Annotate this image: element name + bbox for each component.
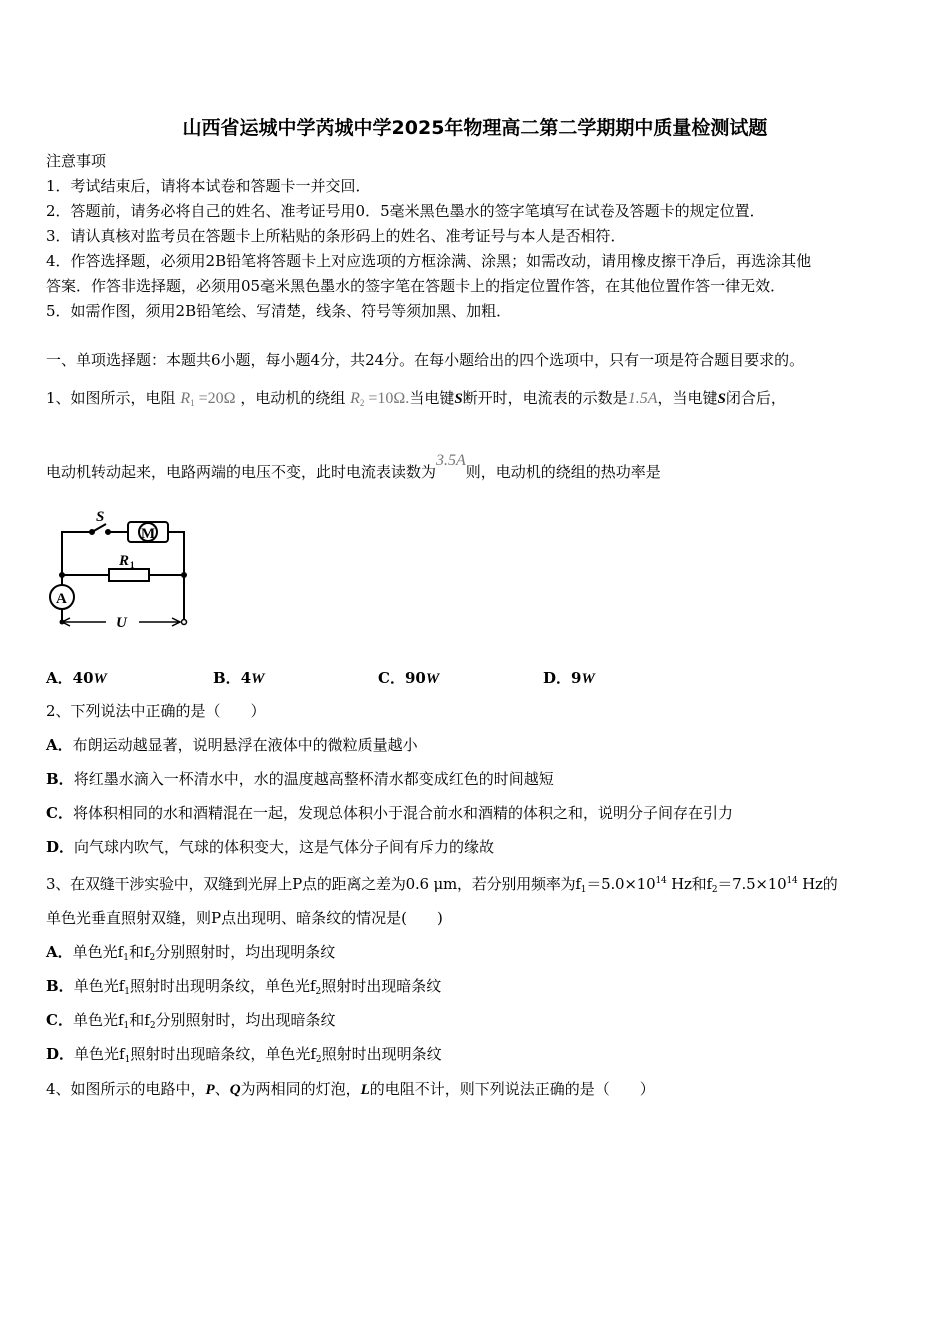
q1-text: 1、如图所示，电阻 [46,389,176,407]
q1-text: ，电动机的绕组 [240,389,346,407]
q1-text: 当电键 [409,389,455,407]
question-1-line-2 [46,452,661,483]
question-1-line-1 [46,388,786,413]
resistor-r1 [109,569,149,581]
q1-text: 则，电动机的绕组的热功率是 [465,463,661,481]
notice-item: 答案．作答非选择题，必须用05毫米黑色墨水的签字笔在答题卡上的指定位置作答，在其他位置作答一律无效． [46,277,786,295]
q1-text: 电动机转动起来，电路两端的电压不变，此时电流表读数为 [46,463,437,481]
current-1: 1.5A [627,390,658,407]
notice-item: 2．答题前，请务必将自己的姓名、准考证号用0．5毫米黑色墨水的签字笔填写在试卷及答题卡的规定位置． [46,202,765,220]
notice-item: 3．请认真核对监考员在答题卡上所粘贴的条形码上的姓名、准考证号与本人是否相符． [46,227,626,245]
question-2-stem: 2、下列说法中正确的是（ ） [46,702,266,720]
q1-option-d[interactable]: D．9W [543,669,595,687]
q1-text: ，当电键 [657,389,718,407]
question-3-stem: 3、在双缝干涉实验中，双缝到光屏上P点的距离之差为0.6 μm，若分别用频率为$f_1=5.0\times 10^{14}$ Hz和$f_2=7.5\times 10^{14}$ Hz的 [46,875,838,895]
r1-formula: $R_1 =20\Omega$ [180,390,236,408]
ammeter-label: A [56,591,67,607]
current-2: 3.5A [436,452,466,469]
q2-option-c[interactable]: C．将体积相同的水和酒精混在一起，发现总体积小于混合前水和酒精的体积之和，说明分子间存在引力 [46,804,733,822]
notice-heading: 注意事项 [46,152,107,170]
document-title: 山西省运城中学芮城中学2025年物理高二第二学期期中质量检测试题 [182,117,768,139]
switch-symbol: S [454,391,463,407]
resistor-subscript: 1 [130,560,135,570]
wire [62,532,92,577]
switch-symbol: S [717,391,726,407]
q1-option-b[interactable]: B．4W [213,669,265,687]
q1-text: 闭合后， [725,389,786,407]
switch-label: S [96,509,105,525]
q3-option-b[interactable]: B．单色光$f_1$照射时出现明条纹，单色光$f_2$照射时出现暗条纹 [46,977,442,997]
section-heading: 一、单项选择题：本题共6小题，每小题4分，共24分。在每小题给出的四个选项中，只有一项是符合题目要求的。 [46,351,805,369]
notice-item: 5．如需作图，须用2B铅笔绘、写清楚，线条、符号等须加黑、加粗． [46,302,512,320]
r2-formula: $R_2 =10\Omega$. [350,390,410,408]
question-3-stem-line-2: 单色光垂直照射双缝，则P点出现明、暗条纹的情况是( ) [46,909,443,927]
q1-text: 断开时，电流表的示数是 [462,389,628,407]
motor-label: M [141,526,156,542]
q1-option-c[interactable]: C．90W [378,669,440,687]
resistor-label: R [119,553,130,569]
q1-option-a[interactable]: A．40W [46,669,107,687]
notice-item: 1．考试结束后，请将本试卷和答题卡一并交回． [46,177,371,195]
q2-option-b[interactable]: B．将红墨水滴入一杯清水中，水的温度越高整杯清水都变成红色的时间越短 [46,770,554,788]
q3-option-d[interactable]: D．单色光$f_1$照射时出现暗条纹，单色光$f_2$照射时出现明条纹 [46,1045,442,1065]
q2-option-d[interactable]: D．向气球内吹气，气球的体积变大，这是气体分子间有斥力的缘故 [46,838,495,856]
question-4-stem: 4、如图所示的电路中，P、Q为两相同的灯泡，L的电阻不计，则下列说法正确的是（ ） [46,1080,655,1098]
q3-option-c[interactable]: C．单色光$f_1$和$f_2$分别照射时，均出现暗条纹 [46,1011,336,1031]
notice-item: 4．作答选择题，必须用2B铅笔将答题卡上对应选项的方框涂满、涂黑；如需改动，请用橡皮擦干净后，再选涂其他 [46,252,812,270]
circuit-diagram [44,507,194,632]
q3-option-a[interactable]: A．单色光$f_1$和$f_2$分别照射时，均出现明条纹 [46,943,336,963]
voltage-label: U [116,615,127,631]
q2-option-a[interactable]: A．布朗运动越显著，说明悬浮在液体中的微粒质量越小 [46,736,418,754]
